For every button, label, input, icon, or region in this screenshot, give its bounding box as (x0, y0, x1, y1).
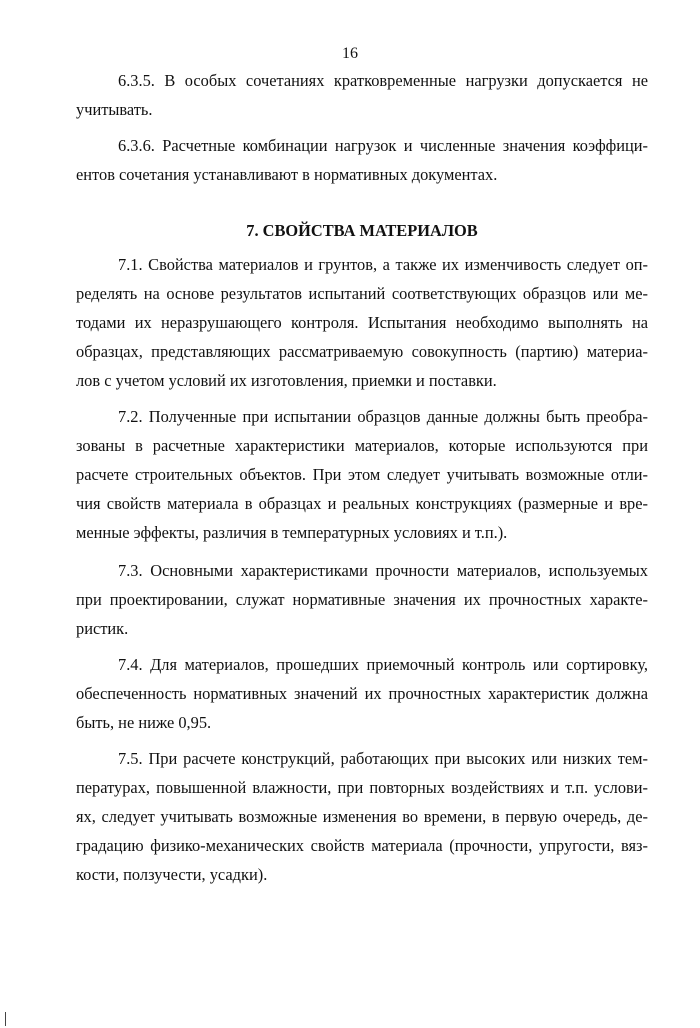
paragraph-line: обеспеченность нормативных значений их прочностных характеристик должна (76, 684, 648, 703)
paragraph-line: образцах, представляющих рассматриваемую совокупность (партию) материа- (76, 342, 648, 361)
paragraph-line: 7.5. При расчете конструкций, работающих при высоких или низких тем- (118, 749, 648, 768)
paragraph-line: 7.1. Свойства материалов и грунтов, а также их изменчивость следует оп- (118, 255, 648, 274)
paragraph-line: учитывать. (76, 100, 153, 119)
paragraph-line: 7.4. Для материалов, прошедших приемочный контроль или сортировку, (118, 655, 648, 674)
paragraph-line: 6.3.5. В особых сочетаниях кратковременные нагрузки допускается не (118, 71, 648, 90)
paragraph-7-2 (76, 402, 648, 547)
paragraph-line: ях, следует учитывать возможные изменения во времени, в первую очередь, де- (76, 807, 648, 826)
paragraph-line: ентов сочетания устанавливают в нормативных документах. (76, 165, 498, 184)
paragraph-7-3 (76, 556, 648, 643)
paragraph-7-1 (76, 250, 648, 395)
paragraph-line: 6.3.6. Расчетные комбинации нагрузок и численные значения коэффици- (118, 136, 648, 155)
paragraph-line: кости, ползучести, усадки). (76, 865, 268, 884)
paragraph-line: ристик. (76, 619, 129, 638)
paragraph-7-5 (76, 744, 648, 889)
paragraph-line: менные эффекты, различия в температурных условиях и т.п.). (76, 523, 508, 542)
paragraph-line: тодами их неразрушающего контроля. Испытания необходимо выполнять на (76, 313, 648, 332)
paragraph-line: ределять на основе результатов испытаний соответствующих образцов или ме- (76, 284, 648, 303)
scan-margin-mark (5, 1012, 6, 1026)
paragraph-line: градацию физико-механических свойств материала (прочности, упругости, вяз- (76, 836, 648, 855)
paragraph-6-3-6 (76, 131, 648, 189)
paragraph-line: лов с учетом условий их изготовления, приемки и поставки. (76, 371, 497, 390)
paragraph-line: быть, не ниже 0,95. (76, 713, 212, 732)
paragraph-line: 7.3. Основными характеристиками прочности материалов, используемых (118, 561, 648, 580)
paragraph-line: зованы в расчетные характеристики материалов, которые используются при (76, 436, 648, 455)
paragraph-7-4 (76, 650, 648, 737)
paragraph-line: расчете строительных объектов. При этом следует учитывать возможные отли- (76, 465, 648, 484)
paragraph-line: пературах, повышенной влажности, при повторных воздействиях и т.п. услови- (76, 778, 648, 797)
paragraph-line: чия свойств материала в образцах и реальных конструкциях (размерные и вре- (76, 494, 648, 513)
page-content (76, 66, 648, 889)
paragraph-6-3-5 (76, 66, 648, 124)
paragraph-line: при проектировании, служат нормативные значения их прочностных характе- (76, 590, 648, 609)
page-number: 16 (342, 45, 358, 62)
paragraph-line: 7.2. Полученные при испытании образцов данные должны быть преобра- (118, 407, 648, 426)
section-heading: 7. СВОЙСТВА МАТЕРИАЛОВ (246, 221, 478, 240)
